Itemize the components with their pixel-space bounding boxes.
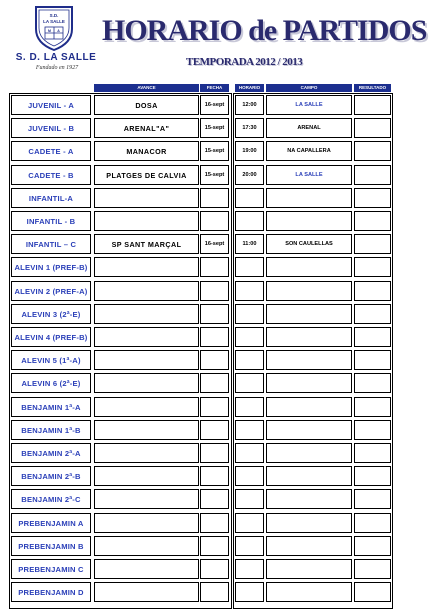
- team-cell: BENJAMIN 2ª-B: [11, 466, 91, 486]
- rival-cell: [94, 420, 199, 440]
- field-cell: [266, 559, 352, 579]
- hour-cell: [235, 420, 264, 440]
- team-cell: BENJAMIN 2ª-C: [11, 489, 91, 509]
- date-cell: 15-sept: [200, 165, 229, 185]
- team-cell: INFANTIL - B: [11, 211, 91, 231]
- result-cell: [354, 513, 391, 533]
- svg-text:A: A: [57, 29, 60, 33]
- team-cell: PREBENJAMIN D: [11, 582, 91, 602]
- hour-cell: [235, 327, 264, 347]
- rival-cell: [94, 373, 199, 393]
- rival-cell: [94, 327, 199, 347]
- date-cell: [200, 327, 229, 347]
- hour-cell: 11:00: [235, 234, 264, 254]
- hour-cell: [235, 397, 264, 417]
- result-cell: [354, 582, 391, 602]
- team-cell: JUVENIL - A: [11, 95, 91, 115]
- result-cell: [354, 118, 391, 138]
- result-cell: [354, 188, 391, 208]
- result-cell: [354, 95, 391, 115]
- hour-cell: [235, 443, 264, 463]
- date-cell: [200, 489, 229, 509]
- result-cell: [354, 397, 391, 417]
- field-cell: NA CAPALLERA: [266, 141, 352, 161]
- date-cell: [200, 397, 229, 417]
- rival-cell: DOSA: [94, 95, 199, 115]
- result-cell: [354, 304, 391, 324]
- team-cell: ALEVIN 1 (PREF-B): [11, 257, 91, 277]
- team-cell: CADETE - A: [11, 141, 91, 161]
- team-cell: BENJAMIN 1ª-B: [11, 420, 91, 440]
- result-cell: [354, 373, 391, 393]
- field-cell: [266, 466, 352, 486]
- hour-cell: [235, 373, 264, 393]
- rival-cell: ARENAL"A": [94, 118, 199, 138]
- rival-cell: [94, 443, 199, 463]
- team-cell: INFANTIL – C: [11, 234, 91, 254]
- result-cell: [354, 350, 391, 370]
- rival-cell: [94, 397, 199, 417]
- result-cell: [354, 165, 391, 185]
- date-cell: [200, 559, 229, 579]
- result-cell: [354, 489, 391, 509]
- rival-cell: [94, 257, 199, 277]
- date-cell: [200, 211, 229, 231]
- date-cell: [200, 420, 229, 440]
- result-cell: [354, 257, 391, 277]
- team-cell: BENJAMIN 2ª-A: [11, 443, 91, 463]
- hour-cell: 12:00: [235, 95, 264, 115]
- rival-cell: [94, 281, 199, 301]
- hour-cell: [235, 350, 264, 370]
- field-cell: [266, 489, 352, 509]
- rival-cell: [94, 211, 199, 231]
- team-cell: INFANTIL-A: [11, 188, 91, 208]
- date-cell: 15-sept: [200, 141, 229, 161]
- hour-cell: [235, 559, 264, 579]
- result-cell: [354, 536, 391, 556]
- rival-cell: [94, 513, 199, 533]
- field-cell: [266, 536, 352, 556]
- field-cell: SON CAULELLAS: [266, 234, 352, 254]
- rival-cell: [94, 304, 199, 324]
- header-rival: AVANCE: [94, 84, 199, 92]
- field-cell: [266, 211, 352, 231]
- hour-cell: [235, 281, 264, 301]
- header-field: CAMPO: [266, 84, 352, 92]
- field-cell: [266, 582, 352, 602]
- team-cell: PREBENJAMIN B: [11, 536, 91, 556]
- field-cell: [266, 350, 352, 370]
- hour-cell: [235, 304, 264, 324]
- date-cell: [200, 513, 229, 533]
- team-cell: PREBENJAMIN C: [11, 559, 91, 579]
- field-cell: [266, 257, 352, 277]
- field-cell: [266, 397, 352, 417]
- team-cell: ALEVIN 3 (2ª-E): [11, 304, 91, 324]
- team-cell: PREBENJAMIN A: [11, 513, 91, 533]
- field-cell: [266, 327, 352, 347]
- rival-cell: [94, 536, 199, 556]
- team-cell: BENJAMIN 1ª-A: [11, 397, 91, 417]
- hour-cell: [235, 257, 264, 277]
- rival-cell: SP SANT MARÇAL: [94, 234, 199, 254]
- field-cell: [266, 420, 352, 440]
- date-cell: [200, 188, 229, 208]
- rival-cell: PLATGES DE CALVIA: [94, 165, 199, 185]
- hour-cell: [235, 466, 264, 486]
- club-name: S. D. LA SALLE: [15, 52, 97, 63]
- field-cell: LA SALLE: [266, 165, 352, 185]
- field-cell: [266, 373, 352, 393]
- hour-cell: [235, 188, 264, 208]
- date-cell: [200, 582, 229, 602]
- rival-cell: [94, 582, 199, 602]
- team-cell: CADETE - B: [11, 165, 91, 185]
- date-cell: [200, 281, 229, 301]
- date-cell: 16-sept: [200, 234, 229, 254]
- result-cell: [354, 420, 391, 440]
- field-cell: LA SALLE: [266, 95, 352, 115]
- season-label: TEMPORADA 2012 / 2013: [186, 56, 303, 68]
- rival-cell: [94, 489, 199, 509]
- header-date: FECHA: [200, 84, 229, 92]
- field-cell: [266, 443, 352, 463]
- header-hour: HORARIO: [235, 84, 264, 92]
- date-cell: [200, 443, 229, 463]
- hour-cell: 20:00: [235, 165, 264, 185]
- result-cell: [354, 281, 391, 301]
- result-cell: [354, 466, 391, 486]
- svg-text:LA SALLE: LA SALLE: [43, 19, 65, 24]
- hour-cell: [235, 536, 264, 556]
- result-cell: [354, 211, 391, 231]
- rival-cell: [94, 466, 199, 486]
- team-cell: ALEVIN 4 (PREF-B): [11, 327, 91, 347]
- club-founded-text: Fundado en 1927: [35, 65, 79, 71]
- rival-cell: [94, 350, 199, 370]
- rival-cell: [94, 188, 199, 208]
- team-cell: JUVENIL - B: [11, 118, 91, 138]
- result-cell: [354, 443, 391, 463]
- field-cell: [266, 281, 352, 301]
- date-cell: 16-sept: [200, 95, 229, 115]
- date-cell: [200, 257, 229, 277]
- rival-cell: [94, 559, 199, 579]
- hour-cell: 17:30: [235, 118, 264, 138]
- rival-cell: MANACOR: [94, 141, 199, 161]
- team-cell: ALEVIN 2 (PREF-A): [11, 281, 91, 301]
- date-cell: [200, 536, 229, 556]
- field-cell: [266, 513, 352, 533]
- club-crest-logo: [34, 5, 74, 51]
- team-cell: ALEVIN 5 (1ª-A): [11, 350, 91, 370]
- hour-cell: [235, 211, 264, 231]
- date-cell: [200, 466, 229, 486]
- hour-cell: [235, 489, 264, 509]
- date-cell: [200, 350, 229, 370]
- team-cell: ALEVIN 6 (2ª-E): [11, 373, 91, 393]
- date-cell: [200, 373, 229, 393]
- page-title: HORARIO de PARTIDOS: [102, 14, 427, 47]
- result-cell: [354, 234, 391, 254]
- field-cell: [266, 188, 352, 208]
- result-cell: [354, 141, 391, 161]
- result-cell: [354, 327, 391, 347]
- hour-cell: 19:00: [235, 141, 264, 161]
- svg-text:M: M: [48, 29, 51, 33]
- svg-text:S.D.: S.D.: [49, 13, 59, 18]
- result-cell: [354, 559, 391, 579]
- hour-cell: [235, 513, 264, 533]
- field-cell: ARENAL: [266, 118, 352, 138]
- header-result: RESULTADO: [354, 84, 391, 92]
- date-cell: [200, 304, 229, 324]
- date-cell: 15-sept: [200, 118, 229, 138]
- field-cell: [266, 304, 352, 324]
- hour-cell: [235, 582, 264, 602]
